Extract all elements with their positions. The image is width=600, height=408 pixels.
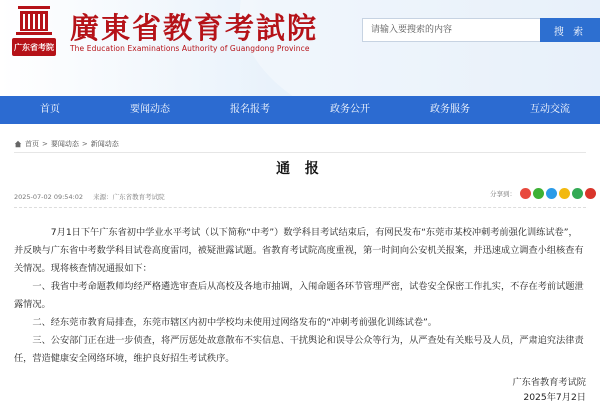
nav-item-news[interactable]: 要闻动态 xyxy=(130,104,170,115)
article-paragraph: 三、公安部门正在进一步侦查，将严厉惩处故意散布不实信息、干扰舆论和误导公众等行为，从严查处有关账号及人员，严肃追究法律责任，营造健康安全网络环境，维护良好招生考试秩序。 xyxy=(14,335,584,364)
nav-item-registration[interactable]: 报名报考 xyxy=(230,104,270,115)
article-paragraph: 7月1日下午广东省初中学业水平考试（以下简称“中考”）数学科目考试结束后，有网民发布“东莞市某校冲刺考前强化训练试卷”，并反映与广东省中考数学科目试卷高度雷同，被疑泄露试题。省教育考试院高度重视，第一时间向公安机关报案，并迅速成立调查小组核查有关情况。现将核查情况通报如下： xyxy=(14,227,584,274)
signature-date: 2025年7月2日 xyxy=(523,392,586,403)
breadcrumb-separator: > xyxy=(42,140,48,148)
breadcrumb-news[interactable]: 要闻动态 xyxy=(50,140,79,148)
article-body xyxy=(14,224,586,368)
share-label: 分享到： xyxy=(490,190,516,198)
qq-share-icon[interactable] xyxy=(546,188,557,199)
wechat-share-icon[interactable] xyxy=(533,188,544,199)
signature-org: 广东省教育考试院 xyxy=(512,377,586,388)
breadcrumb-current[interactable]: 新闻动态 xyxy=(90,140,119,148)
article-title: 通 报 xyxy=(276,161,324,177)
article-source: 来源：广东省教育考试院 xyxy=(93,193,165,201)
article-paragraph: 一、我省中考命题教师均经严格遴选审查后从高校及各地市抽调，入闱命题各环节管理严密，试卷安全保密工作扎实，不存在考前试题泄露情况。 xyxy=(14,281,584,310)
breadcrumb-separator: > xyxy=(81,140,88,148)
article-meta xyxy=(14,192,173,201)
main-nav xyxy=(0,96,600,124)
article-signature xyxy=(513,375,587,405)
home-icon xyxy=(14,140,22,148)
site-subtitle-en: The Education Examinations Authority of Guangdong Province xyxy=(70,44,310,53)
more-share-icon[interactable] xyxy=(585,188,596,199)
divider xyxy=(14,152,586,153)
breadcrumb xyxy=(14,139,119,149)
divider xyxy=(14,207,586,208)
qzone-share-icon[interactable] xyxy=(559,188,570,199)
search-button[interactable]: 搜 索 xyxy=(540,18,600,42)
nav-item-public-affairs[interactable]: 政务公开 xyxy=(330,104,370,115)
nav-item-interaction[interactable]: 互动交流 xyxy=(530,104,570,115)
douban-share-icon[interactable] xyxy=(572,188,583,199)
logo-seal-text: 广东省考院 xyxy=(14,43,54,52)
site-title[interactable]: 廣東省教育考試院 xyxy=(70,11,319,45)
nav-item-home[interactable]: 首页 xyxy=(40,104,60,115)
nav-item-services[interactable]: 政务服务 xyxy=(430,104,470,115)
share-bar xyxy=(490,188,596,199)
weibo-share-icon[interactable] xyxy=(520,188,531,199)
breadcrumb-home[interactable]: 首页 xyxy=(25,140,39,148)
article-paragraph: 二、经东莞市教育局排查，东莞市辖区内初中学校均未使用过网络发布的“冲刺考前强化训练试卷”。 xyxy=(32,317,437,328)
site-header xyxy=(0,0,600,96)
article-date: 2025-07-02 09:54:02 xyxy=(14,193,84,201)
